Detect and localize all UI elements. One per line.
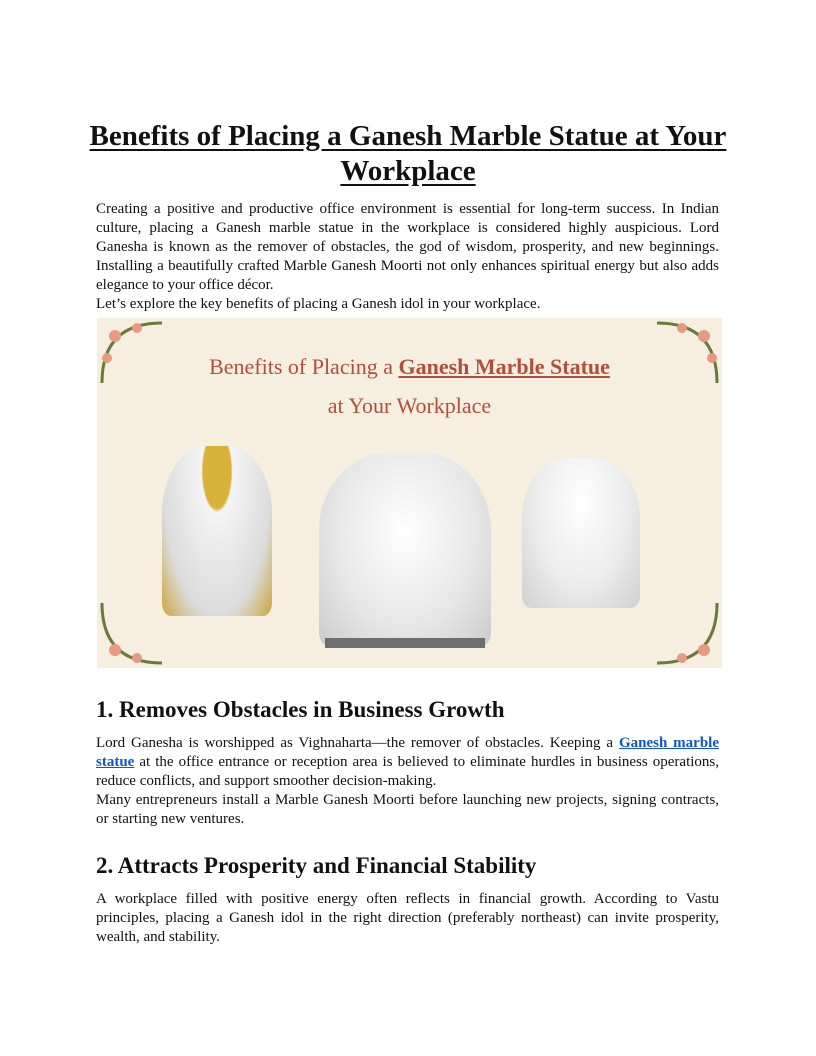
statue-caption-plate	[325, 638, 485, 648]
banner-title-line2: at Your Workplace	[327, 393, 492, 418]
floral-corner-icon	[97, 598, 167, 668]
floral-corner-icon	[652, 318, 722, 388]
floral-corner-icon	[97, 318, 167, 388]
section-1-text-2: Many entrepreneurs install a Marble Ganesh Moorti before launching new projects, signing contracts, or starting new ventures.	[96, 792, 719, 827]
section-1-paragraph	[96, 734, 719, 829]
banner-title-pre: Benefits of Placing a	[209, 354, 399, 379]
section-1-text: Lord Ganesha is worshipped as Vighnaharta—the remover of obstacles. Keeping a	[96, 735, 619, 751]
section-1-heading: 1. Removes Obstacles in Business Growth	[96, 697, 505, 722]
ganesh-statue-pink	[522, 458, 640, 608]
banner-title-bold: Ganesh Marble Statue	[398, 354, 610, 379]
section-2-heading: 2. Attracts Prosperity and Financial Stability	[96, 853, 537, 878]
ganesh-marble-statue-link[interactable]: Ganesh marble statue	[96, 735, 719, 770]
floral-corner-icon	[652, 598, 722, 668]
page-title: Benefits of Placing a Ganesh Marble Statue at Your Workplace	[89, 120, 727, 187]
ganesh-statue-gold	[162, 446, 272, 616]
section-2-paragraph: A workplace filled with positive energy often reflects in financial growth. According to Vastu principles, placing a Ganesh idol in the right direction (preferably northeast) can invite prosperity, wealth, and stability.	[96, 891, 719, 945]
intro-text-2: Let’s explore the key benefits of placing a Ganesh idol in your workplace.	[96, 296, 541, 312]
intro-text: Creating a positive and productive office environment is essential for long-term success. In Indian culture, placing a Ganesh marble statue in the workplace is considered highly auspicious. Lord Ganesha is known as the remover of obstacles, the god of wisdom, prosperity, and new beginnings. Installing a beautifully crafted Marble Ganesh Moorti not only enhances spiritual energy but also adds elegance to your office décor.	[96, 201, 719, 293]
intro-paragraph	[96, 200, 719, 314]
banner-title-line1	[97, 354, 722, 380]
ganesh-statue-white	[319, 453, 491, 648]
banner-image	[97, 318, 722, 668]
section-1-text-post: at the office entrance or reception area is believed to eliminate hurdles in business operations, reduce conflicts, and support smoother decision-making.	[96, 754, 719, 789]
